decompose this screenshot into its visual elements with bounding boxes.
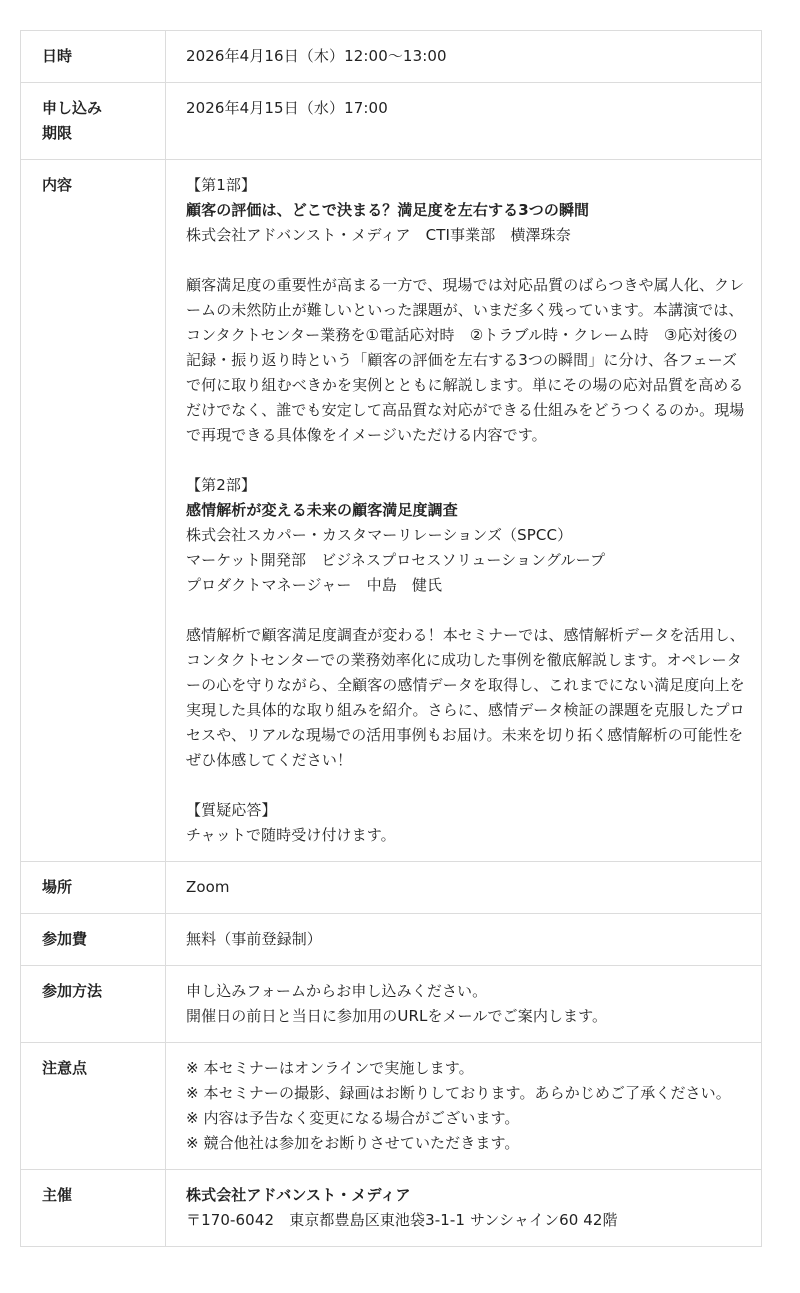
note-item: ※ 本セミナーはオンラインで実施します。 [186,1059,474,1077]
note-item: ※ 競合他社は参加をお断りさせていただきます。 [186,1134,520,1152]
label-deadline-line2: 期限 [42,124,73,142]
part2-heading: 【第2部】 [186,476,257,494]
value-method [166,966,762,1043]
value-datetime: 2026年4月16日（木）12:00〜13:00 [166,31,762,83]
value-notes [166,1043,762,1170]
seminar-info-table [20,30,762,1247]
method-line1: 申し込みフォームからお申し込みください。 [186,982,488,1000]
label-notes: 注意点 [21,1043,166,1170]
qa-body: チャットで随時受け付けます。 [186,826,396,844]
row-venue [21,862,762,914]
host-name: 株式会社アドバンスト・メディア [186,1186,411,1204]
part2-speaker-line3: プロダクトマネージャー 中島 健氏 [186,576,443,594]
row-content [21,160,762,862]
method-line2: 開催日の前日と当日に参加用のURLをメールでご案内します。 [186,1007,608,1025]
label-method: 参加方法 [21,966,166,1043]
spacer [186,598,747,623]
value-host [166,1170,762,1247]
part1-heading: 【第1部】 [186,176,257,194]
part2-body: 感情解析で顧客満足度調査が変わる！本セミナーでは、感情解析データを活用し、コンタクトセンターでの業務効率化に成功した事例を徹底解説します。オペレーターの心を守りながら、全顧客の感情データを取得し、これまでにない満足度向上を実現した具体的な取り組みを紹介。さらに、感情データ検証の課題を克服したプロセスや、リアルな現場での活用事例もお届け。未来を切り拓く感情解析の可能性をぜひ体感してください！ [186,626,745,769]
part1-body: 顧客満足度の重要性が高まる一方で、現場では対応品質のばらつきや属人化、クレームの未然防止が難しいといった課題が、いまだ多く残っています。本講演では、コンタクトセンター業務を①電話応対時 ②トラブル時・クレーム時 ③応対後の記録・振り返り時という「顧客の評価を左右する3つの瞬間」に分け、各フェーズで何に取り組むべきかを実例とともに解説します。単にその場の応対品質を高めるだけでなく、誰でも安定して高品質な対応ができる仕組みをどうつくるのか。現場で再現できる具体像をイメージいただける内容です。 [186,276,745,444]
spacer [186,773,747,798]
value-venue: Zoom [166,862,762,914]
qa-heading: 【質疑応答】 [186,801,277,819]
spacer [186,448,747,473]
row-host [21,1170,762,1247]
label-fee: 参加費 [21,914,166,966]
part2-title: 感情解析が変える未来の顧客満足度調査 [186,501,458,519]
label-datetime: 日時 [21,31,166,83]
row-datetime [21,31,762,83]
row-notes [21,1043,762,1170]
note-item: ※ 内容は予告なく変更になる場合がございます。 [186,1109,520,1127]
row-fee [21,914,762,966]
seminar-info [20,30,762,1247]
note-item: ※ 本セミナーの撮影、録画はお断りしております。あらかじめご了承ください。 [186,1084,731,1102]
part1-title: 顧客の評価は、どこで決まる？満足度を左右する3つの瞬間 [186,201,590,219]
value-deadline: 2026年4月15日（水）17:00 [166,83,762,160]
host-address: 〒170-6042 東京都豊島区東池袋3-1-1 サンシャイン60 42階 [186,1211,618,1229]
label-deadline [21,83,166,160]
label-content: 内容 [21,160,166,862]
label-host: 主催 [21,1170,166,1247]
spacer [186,248,747,273]
row-method [21,966,762,1043]
part1-speaker: 株式会社アドバンスト・メディア CTI事業部 横澤珠奈 [186,226,571,244]
part2-speaker-line1: 株式会社スカパー・カスタマーリレーションズ（SPCC） [186,526,573,544]
part2-speaker-line2: マーケット開発部 ビジネスプロセスソリューショングループ [186,551,606,569]
label-deadline-line1: 申し込み [42,99,103,117]
value-fee: 無料（事前登録制） [166,914,762,966]
label-venue: 場所 [21,862,166,914]
row-deadline [21,83,762,160]
value-content [166,160,762,862]
